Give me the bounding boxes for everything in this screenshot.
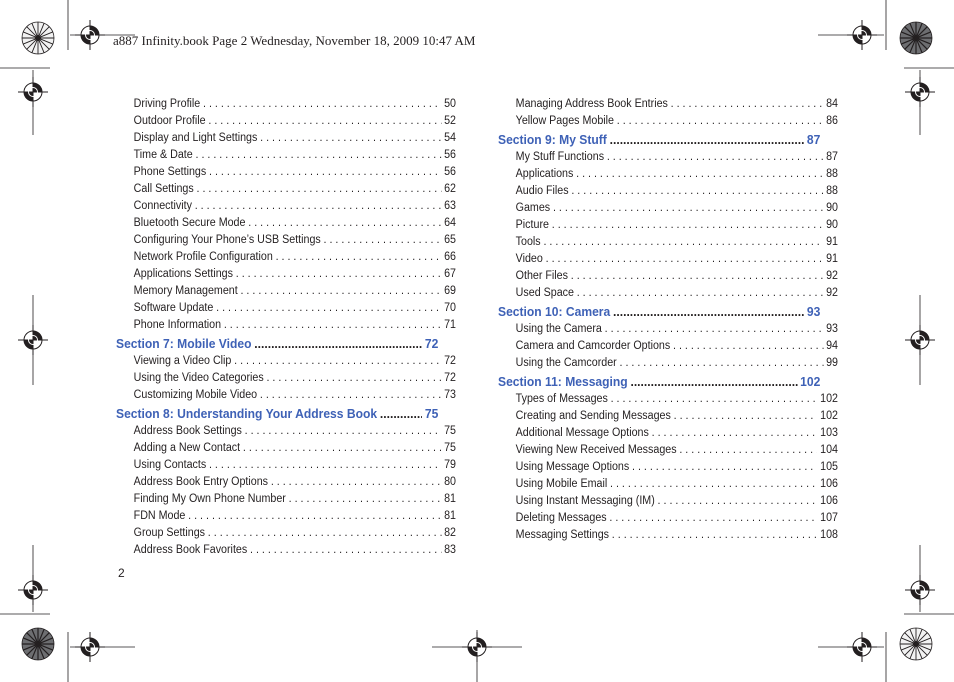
toc-entry-title: Viewing New Received Messages [515,444,677,456]
toc-entry[interactable] [498,217,838,234]
toc-entry[interactable] [498,285,838,302]
dot-leader [260,387,441,404]
toc-entry-title: Using the Camera [515,323,602,335]
toc-entry[interactable] [498,459,838,476]
dot-leader [260,130,441,147]
toc-entry-page: 87 [806,132,821,147]
toc-entry-page: 102 [820,410,838,422]
toc-entry-title: My Stuff Functions [515,151,605,163]
toc-entry-page: 67 [444,268,456,280]
toc-entry[interactable] [498,355,838,372]
toc-entry-page: 62 [444,183,456,195]
toc-entry-page: 84 [826,98,838,110]
toc-entry[interactable] [498,183,838,200]
dot-leader [610,476,817,493]
toc-entry-title: Section 11: Messaging [498,374,628,389]
toc-entry-page: 104 [820,444,838,456]
toc-entry-page: 108 [820,529,838,541]
toc-entry-page: 52 [444,115,456,127]
dot-leader [209,164,441,181]
toc-entry-title: Configuring Your Phone’s USB Settings [133,234,321,246]
dot-leader [571,183,823,200]
toc-entry-page: 83 [444,544,456,556]
toc-entry-title: Using Contacts [133,459,207,471]
toc-entry-page: 86 [826,115,838,127]
toc-entry-page: 107 [820,512,838,524]
toc-entry[interactable] [498,149,838,166]
dot-leader [605,321,824,338]
dot-leader [630,372,797,391]
dot-leader [245,423,442,440]
toc-section-heading[interactable] [498,130,820,149]
dot-leader [543,234,823,251]
toc-entry[interactable] [498,321,838,338]
toc-entry[interactable] [116,353,456,370]
toc-entry[interactable] [498,338,838,355]
dot-leader [553,200,823,217]
toc-entry-title: Games [515,202,551,214]
toc-entry[interactable] [498,476,838,493]
toc-entry-page: 80 [444,476,456,488]
toc-entry[interactable] [498,425,838,442]
toc-entry-title: Types of Messages [515,393,608,405]
toc-right-column [498,96,838,544]
dot-leader [216,300,441,317]
toc-entry-title: Address Book Entry Options [133,476,269,488]
toc-entry-page: 64 [444,217,456,229]
toc-entry-title: Call Settings [133,183,194,195]
toc-entry[interactable] [116,249,456,266]
toc-entry[interactable] [116,130,456,147]
toc-entry[interactable] [498,408,838,425]
toc-entry-page: 69 [444,285,456,297]
toc-entry-title: Using Mobile Email [515,478,608,490]
toc-entry-page: 99 [826,357,838,369]
dot-leader [617,113,824,130]
toc-entry-page: 92 [826,270,838,282]
toc-entry-title: Applications [515,168,574,180]
toc-entry[interactable] [498,493,838,510]
toc-entry[interactable] [116,96,456,113]
dot-leader [609,510,817,527]
dot-leader [236,266,442,283]
toc-entry[interactable] [116,508,456,525]
toc-entry-page: 94 [826,340,838,352]
toc-entry-title: Memory Management [133,285,238,297]
toc-entry-title: Connectivity [133,200,192,212]
toc-entry-title: Section 10: Camera [498,304,611,319]
toc-entry-page: 92 [826,287,838,299]
toc-entry-title: Using Instant Messaging (IM) [515,495,655,507]
toc-entry-title: Audio Files [515,185,569,197]
toc-entry-page: 50 [444,98,456,110]
dot-leader [577,285,824,302]
toc-section-heading[interactable] [498,302,820,321]
toc-entry-title: Section 9: My Stuff [498,132,607,147]
toc-entry-page: 91 [826,236,838,248]
toc-entry[interactable] [498,166,838,183]
toc-entry-page: 63 [444,200,456,212]
dot-leader [612,527,818,544]
toc-entry-title: Phone Information [133,319,222,331]
dot-leader [607,149,823,166]
toc-entry-title: Video [515,253,543,265]
toc-entry-title: Phone Settings [133,166,207,178]
toc-entry[interactable] [116,423,456,440]
toc-entry-title: Applications Settings [133,268,233,280]
toc-entry-title: Managing Address Book Entries [515,98,668,110]
dot-leader [250,542,441,559]
toc-entry[interactable] [498,200,838,217]
dot-leader [673,338,823,355]
toc-entry-page: 106 [820,478,838,490]
toc-entry[interactable] [116,457,456,474]
toc-entry-title: Customizing Mobile Video [133,389,258,401]
dot-leader [324,232,442,249]
toc-entry-title: Using the Video Categories [133,372,264,384]
toc-entry-title: Software Update [133,302,214,314]
dot-leader [208,113,441,130]
toc-entry-page: 66 [444,251,456,263]
toc-entry-page: 88 [826,168,838,180]
toc-section-heading[interactable] [116,404,438,423]
toc-entry-title: Driving Profile [133,98,201,110]
toc-entry[interactable] [498,234,838,251]
toc-entry[interactable] [116,317,456,334]
dot-leader [271,474,441,491]
toc-entry[interactable] [116,542,456,559]
toc-entry-title: Viewing a Video Clip [133,355,232,367]
toc-entry-title: Group Settings [133,527,206,539]
toc-left-column [116,96,456,559]
toc-entry[interactable] [116,164,456,181]
dot-leader [197,181,442,198]
dot-leader [658,493,818,510]
toc-entry[interactable] [498,442,838,459]
page-number: 2 [118,566,125,580]
toc-entry-page: 56 [444,149,456,161]
toc-entry[interactable] [116,147,456,164]
toc-entry[interactable] [498,527,838,544]
toc-entry-page: 71 [444,319,456,331]
toc-entry-title: Bluetooth Secure Mode [133,217,246,229]
dot-leader [195,198,442,215]
toc-section-heading[interactable] [116,334,438,353]
toc-entry[interactable] [116,440,456,457]
toc-entry[interactable] [116,181,456,198]
toc-entry-page: 54 [444,132,456,144]
dot-leader [276,249,442,266]
toc-entry-title: Tools [515,236,541,248]
toc-entry[interactable] [498,113,838,130]
toc-entry-title: Time & Date [133,149,193,161]
dot-leader [266,370,441,387]
dot-leader [671,96,824,113]
dot-leader [632,459,817,476]
toc-entry-page: 103 [820,427,838,439]
toc-entry-page: 70 [444,302,456,314]
toc-entry-title: Other Files [515,270,568,282]
dot-leader [571,268,824,285]
toc-entry-page: 93 [806,304,821,319]
toc-entry-title: FDN Mode [133,510,186,522]
dot-leader [208,525,441,542]
toc-entry-title: Address Book Favorites [133,544,248,556]
toc-entry[interactable] [116,370,456,387]
toc-entry[interactable] [116,387,456,404]
toc-entry-page: 102 [820,393,838,405]
toc-entry-page: 72 [444,372,456,384]
toc-entry-title: Section 8: Understanding Your Address Book [116,406,378,421]
toc-entry-page: 105 [820,461,838,473]
dot-leader [196,147,442,164]
toc-entry-page: 75 [424,406,439,421]
toc-entry[interactable] [498,391,838,408]
dot-leader [674,408,818,425]
toc-entry-title: Outdoor Profile [133,115,206,127]
toc-entry-page: 90 [826,219,838,231]
toc-entry-page: 75 [444,442,456,454]
dot-leader [652,425,818,442]
toc-entry-title: Using the Camcorder [515,357,617,369]
toc-entry-title: Messaging Settings [515,529,610,541]
dot-leader [209,457,441,474]
dot-leader [546,251,824,268]
toc-entry[interactable] [116,113,456,130]
toc-entry[interactable] [116,491,456,508]
toc-entry[interactable] [498,96,838,113]
toc-entry[interactable] [498,268,838,285]
toc-entry-page: 87 [826,151,838,163]
toc-entry-page: 91 [826,253,838,265]
dot-leader [380,404,422,423]
toc-entry-title: Using Message Options [515,461,630,473]
toc-entry-title: Yellow Pages Mobile [515,115,614,127]
toc-entry[interactable] [116,198,456,215]
dot-leader [289,491,442,508]
dot-leader [552,217,824,234]
dot-leader [679,442,817,459]
toc-entry-page: 81 [444,493,456,505]
dot-leader [243,440,441,457]
toc-entry[interactable] [116,266,456,283]
toc-entry-page: 73 [444,389,456,401]
toc-entry-title: Finding My Own Phone Number [133,493,286,505]
dot-leader [611,391,818,408]
dot-leader [240,283,441,300]
toc-entry-page: 72 [444,355,456,367]
toc-entry-title: Display and Light Settings [133,132,258,144]
toc-entry-page: 79 [444,459,456,471]
toc-entry[interactable] [116,474,456,491]
toc-entry-page: 75 [444,425,456,437]
toc-entry-title: Adding a New Contact [133,442,241,454]
dot-leader [203,96,441,113]
toc-entry-title: Creating and Sending Messages [515,410,671,422]
toc-entry[interactable] [498,510,838,527]
dot-leader [254,334,422,353]
toc-entry-page: 56 [444,166,456,178]
toc-entry-title: Network Profile Configuration [133,251,273,263]
toc-entry-page: 82 [444,527,456,539]
toc-entry-page: 106 [820,495,838,507]
toc-entry-page: 102 [800,374,821,389]
toc-entry-title: Address Book Settings [133,425,242,437]
dot-leader [620,355,824,372]
dot-leader [234,353,441,370]
toc-entry[interactable] [116,215,456,232]
toc-entry[interactable] [116,232,456,249]
dot-leader [576,166,823,183]
toc-entry[interactable] [116,283,456,300]
toc-entry-title: Additional Message Options [515,427,649,439]
toc-entry-title: Deleting Messages [515,512,607,524]
dot-leader [224,317,441,334]
toc-entry-title: Picture [515,219,549,231]
print-slug: a887 Infinity.book Page 2 Wednesday, November 18, 2009 10:47 AM [113,33,476,48]
toc-entry-title: Camera and Camcorder Options [515,340,671,352]
toc-entry-page: 72 [424,336,439,351]
toc-entry[interactable] [498,251,838,268]
toc-entry-page: 81 [444,510,456,522]
toc-entry-title: Used Space [515,287,574,299]
toc-entry[interactable] [116,525,456,542]
toc-entry-title: Section 7: Mobile Video [116,336,252,351]
toc-entry-page: 90 [826,202,838,214]
toc-entry-page: 65 [444,234,456,246]
toc-entry-page: 88 [826,185,838,197]
toc-entry-page: 93 [826,323,838,335]
toc-entry[interactable] [116,300,456,317]
dot-leader [248,215,441,232]
dot-leader [188,508,441,525]
dot-leader [610,130,804,149]
dot-leader [613,302,804,321]
toc-section-heading[interactable] [498,372,820,391]
